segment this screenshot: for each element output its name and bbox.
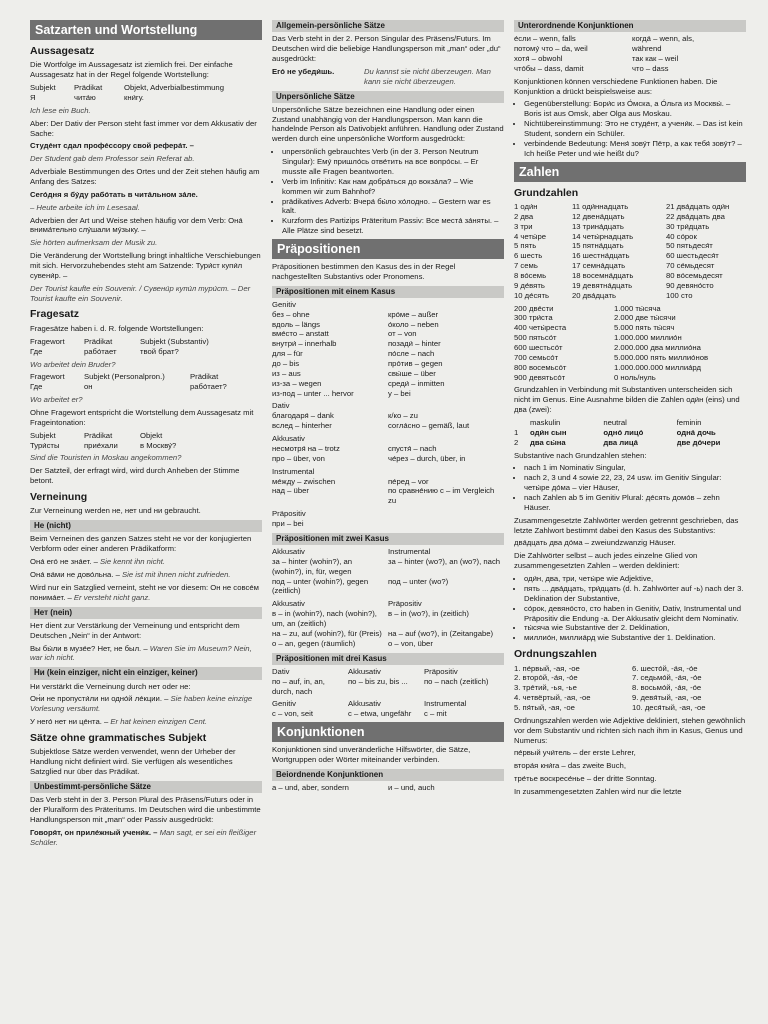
text-ohne-subjekt: Subjektlose Sätze werden verwendet, wenn der Urheber der Handlung nicht definiert wird. Sie verfügen als wesentliches Satzglied nur über das Prädikat. <box>30 747 236 777</box>
de: Waren Sie im Museum? Nein, war ich nicht. <box>30 643 252 663</box>
cell: что – dass <box>632 63 669 73</box>
cell: 15 пятна́дцать <box>572 241 624 251</box>
example: Der Tourist kaufte ein Souvenir. / Сувени́р купи́л тури́ст. – Der Tourist kaufte ein Souvenir. <box>30 283 251 303</box>
cell: 17 семна́дцать <box>572 261 626 271</box>
cell: ме́жду – zwischen <box>272 476 336 486</box>
cell: Я <box>30 93 36 103</box>
example: Sie hörten aufmerksam der Musik zu. <box>30 238 158 248</box>
heading-fragesatz: Fragesatz <box>30 308 80 321</box>
cell <box>514 418 526 428</box>
cell: про – über, von <box>272 453 325 463</box>
text-aussagesatz: Die Wortfolge im Aussagesatz ist ziemlich frei. Der einfache Aussagesatz hat in der Regel folgende Wortstellung: <box>30 60 233 80</box>
cell: вслед – hinterher <box>272 421 332 431</box>
cell: с – etwa, ungefähr <box>348 709 412 719</box>
cell: несмотря́ на – trotz <box>272 443 340 453</box>
cell: пе́ред – vor <box>388 476 429 486</box>
cell: 300 три́ста <box>514 313 553 323</box>
list-item: • nach 1 im Nominativ Singular, <box>524 463 746 473</box>
cell: чита́ю <box>74 93 96 103</box>
text-ohne-fragewort: Ohne Fragewort entspricht die Wortstellung dem Aussagesatz mit Frageintonation: <box>30 407 254 427</box>
cell: по – auf, in, an, durch, nach <box>272 676 325 696</box>
label-akkusativ: Akkusativ <box>272 434 305 444</box>
cell: рабо́тает <box>84 346 117 356</box>
list-item: • Nichtübereinstimmung: Это не студе́нт, а учени́к. – Das ist kein Student, sondern ein Schüler. <box>524 119 746 139</box>
cell: по – bis zu, bis ... <box>348 676 408 686</box>
cell: кни́гу. <box>124 93 144 103</box>
text-verneinung: Zur Verneinung werden не, нет und ни gebraucht. <box>30 506 201 516</box>
ru: Он́и не пропусти́ли ни одно́й ле́кции. – <box>30 694 169 704</box>
cell: während <box>632 44 662 54</box>
cell: 14 четы́рнадцать <box>572 231 634 241</box>
example: Sind die Touristen in Moskau angekommen? <box>30 453 182 463</box>
cell: позади́ – hinter <box>388 339 441 349</box>
cell: 100 сто <box>666 290 693 300</box>
list-item: • nach 2, 3 und 4 sowie 22, 23, 24 usw. im Genitiv Singular: четы́ре до́ма – vier Häuser, <box>524 473 746 493</box>
cell: 80 во́семьдесят <box>666 271 723 280</box>
russian-example <box>30 828 262 848</box>
cell: 900 девятьсо́т <box>514 372 566 382</box>
subheading-unterordnend: Unterordnende Konjunktionen <box>514 20 746 32</box>
text-ne: Beim Verneinen des ganzen Satzes steht не vor der konjugierten Verbform oder einer anderen Prädikatform: <box>30 534 252 554</box>
subheading-ein-kasus: Präpositionen mit einem Kasus <box>272 286 504 298</box>
cell: 400 четы́реста <box>514 323 567 333</box>
cell: на – auf (wo?), in (Zeitangabe) <box>388 628 494 638</box>
cell: согла́сно – gemäß, laut <box>388 421 470 431</box>
cell: 200 две́сти <box>514 303 554 313</box>
cell: 90 девяно́сто <box>666 280 714 290</box>
text-verbindung: Grundzahlen in Verbindung mit Substantiven unterscheiden sich nicht im Genus. Eine Ausnahme bilden die Zahlen оди́н (eins) und два (zwei): <box>514 385 740 415</box>
table-genitiv <box>272 310 504 399</box>
cell: под – unter (wo?) <box>388 576 449 586</box>
de: Er hat keinen einzigen Cent. <box>110 717 208 727</box>
section-title-zahlen: Zahlen <box>514 162 746 182</box>
table-drei-kasus-1 <box>272 667 504 697</box>
ru: Его́ не убеди́шь. <box>272 66 335 76</box>
column-2 <box>272 18 504 796</box>
cell: 7. седьмо́й, -а́я, -о́е <box>632 673 702 683</box>
cell: 6. шесто́й, -а́я, -о́е <box>632 663 698 673</box>
column-3 <box>514 18 746 800</box>
cell: что́бы – dass, damit <box>514 63 584 73</box>
example: Ich lese ein Buch. <box>30 105 91 115</box>
cell: прие́хали <box>84 440 118 450</box>
table-zwei-kasus-2 <box>272 599 504 648</box>
cell: оди́н сын <box>530 427 567 437</box>
heading-ohne-subjekt: Sätze ohne grammatisches Subjekt <box>30 731 207 744</box>
cell: че́рез – durch, über, in <box>388 453 466 463</box>
cell: 4 четы́ре <box>514 231 547 241</box>
cell: в – in (wohin?), nach (wohin?), um, an (zeitlich) <box>272 609 377 629</box>
list-substantive <box>514 463 746 512</box>
cell: из-под – unter ... hervor <box>272 388 354 398</box>
text-fragesatz: Fragesätze haben i. d. R. folgende Wortstellungen: <box>30 323 204 333</box>
cell: 19 девятна́дцать <box>572 280 633 290</box>
text-konjunktionen: Konjunktionen sind unveränderliche Hilfswörter, die Sätze, Wortgruppen oder Wörter miteinander verbinden. <box>272 745 471 765</box>
list-item: • со́рок, девяно́сто, сто haben in Genitiv, Dativ, Instrumental und Präpositiv die Endung -а. Der Akkusativ gleicht dem Nominativ. <box>524 604 746 624</box>
cell: по – nach (zeitlich) <box>424 676 489 686</box>
cell: о – an, gegen (räumlich) <box>272 638 356 648</box>
cell: о́коло – neben <box>388 319 439 329</box>
text-veraenderung: Die Veränderung der Wortstellung bringt inhaltliche Verschiebungen mit sich. Hervorzuhebendes steht am Satzende: Тури́ст купи́л сувени́р. – <box>30 251 261 280</box>
cell: спустя́ – nach <box>388 443 437 453</box>
label-dativ: Dativ <box>272 401 290 411</box>
cell: 22 два́дцать два <box>666 211 725 221</box>
cell: с – von, seit <box>272 709 314 719</box>
de: Sie haben keine einzige Vorlesung versäumt. <box>30 694 253 714</box>
table-zwei-kasus-1 <box>272 547 504 596</box>
cell: Где <box>30 382 43 392</box>
cell: Akkusativ <box>272 547 305 557</box>
cell: одна́ дочь <box>676 427 716 437</box>
cell: 12 двена́дцать <box>572 211 625 221</box>
text-dativ: Aber: Der Dativ der Person steht fast immer vor dem Akkusativ der Sache: <box>30 118 257 138</box>
cell: так как – weil <box>632 53 679 63</box>
de: Er versteht nicht ganz. <box>73 592 151 602</box>
cell: для – für <box>272 349 303 359</box>
cell: 8. восьмо́й, -а́я, -о́е <box>632 683 702 693</box>
cell: Instrumental <box>388 547 431 557</box>
example: Der Student gab dem Professor sein Referat ab. <box>30 154 195 164</box>
cell: за – hinter (wohin?), an (wohin?), in, für, wegen <box>272 556 353 576</box>
cell: 60 шестьдеся́т <box>666 251 719 261</box>
cell: когда́ – wenn, als, <box>632 34 695 44</box>
text-ni: Ни verstärkt die Verneinung durch нет oder не: <box>30 681 191 691</box>
cell: Akkusativ <box>272 599 305 609</box>
heading-ordnungszahlen: Ordnungszahlen <box>514 648 597 661</box>
ru: Вы бы́ли в музе́е? Нет, не был. – <box>30 643 148 653</box>
cell: о – von, über <box>388 638 433 648</box>
table-grundzahlen-gross <box>514 304 746 383</box>
cell: 5 пять <box>514 241 537 251</box>
de: Man sagt, er sei ein fleißiger Schüler. <box>30 827 257 847</box>
cell: 13 трина́дцать <box>572 221 624 231</box>
cell: два лица́ <box>603 437 638 447</box>
cell: Subjekt (Personalpron.) <box>84 372 165 382</box>
cell: 11 оди́ннадцать <box>572 201 629 211</box>
cell: 1 <box>514 427 519 437</box>
list-deklination <box>514 574 746 643</box>
list-item: • verbindende Bedeutung: Меня́ зову́т Пётр, а как тебя́ зову́т? – Ich heiße Peter und wie heißt du? <box>524 139 746 159</box>
cell: 500 пятьсо́т <box>514 333 557 343</box>
russian-example <box>30 694 262 714</box>
table-akkusativ <box>272 444 504 464</box>
text-zusammengesetzt: Zusammengesetzte Zahlwörter werden getrennt geschrieben, das letzte Zahlwort bestimmt dabei den Kasus des Substantivs: <box>514 515 739 535</box>
cell: Prädikat <box>190 372 219 382</box>
label-praepositiv: Präpositiv <box>272 509 306 519</box>
subheading-unbestimmt: Unbestimmt-persönliche Sätze <box>30 781 262 793</box>
cell: за – hinter (wo?), an (wo?), nach <box>388 556 501 566</box>
list-item: • пять ... два́дцать, три́дцать (d. h. Zahlwörter auf -ь) nach der 3. Deklination der Substantive, <box>524 584 746 604</box>
section-title-praepositionen: Präpositionen <box>272 239 504 259</box>
cell: 700 семьсо́т <box>514 352 559 362</box>
de: Du kannst sie nicht überzeugen. Man kann sie nicht überzeugen. <box>364 66 491 86</box>
cell: Subjekt <box>30 83 56 93</box>
cell: Dativ <box>272 666 290 676</box>
cell: 1.000.000 миллио́н <box>614 333 682 343</box>
cell: 600 шестьсо́т <box>514 343 563 353</box>
subheading-ni: Ни (kein einziger, nicht ein einziger, keiner) <box>30 667 262 679</box>
cell: Subjekt (Substantiv) <box>140 336 209 346</box>
example: Wo arbeitet er? <box>30 395 83 405</box>
cell: 9. девя́тый, -ая, -ое <box>632 693 702 703</box>
subheading-net: Нет (nein) <box>30 607 262 619</box>
text-substantive: Substantive nach Grundzahlen stehen: <box>514 450 647 460</box>
table-beiordnend <box>272 783 504 793</box>
cell: 5. пя́тый, -ая, -ое <box>514 702 575 712</box>
example: – Heute arbeite ich im Lesesaal. <box>30 202 140 212</box>
cell: Akkusativ <box>348 666 381 676</box>
cell: на – zu, auf (wohin?), für (Preis) <box>272 628 382 638</box>
cell: он <box>84 382 93 392</box>
label-genitiv: Genitiv <box>272 299 296 309</box>
cell: 6 шесть <box>514 251 543 261</box>
table-frage-2 <box>30 372 262 392</box>
cell: neutral <box>603 418 627 428</box>
cell: 10 де́сять <box>514 290 549 300</box>
table-drei-kasus-2 <box>272 699 504 719</box>
example-line: пе́рвый учи́тель – der erste Lehrer, <box>514 748 636 758</box>
ru: Wird nur ein Satzglied verneint, steht не vor diesem: Он не совсе́м понима́ет. – <box>30 582 259 602</box>
text-allgemein: Das Verb steht in der 2. Person Singular des Präsens/Futurs. Im Deutschen wird die beliebige Handlungsperson mit „man“ oder „du“ ausgedrückt: <box>272 34 501 63</box>
table-ordnungszahlen <box>514 664 746 713</box>
russian-example: два́дцать два до́ма – zweiundzwanzig Häuser. <box>514 538 676 548</box>
cell: вдоль – längs <box>272 319 321 329</box>
cell: Objekt, Adverbialbestimmung <box>124 83 224 93</box>
cell: от – von <box>388 329 417 339</box>
russian-example <box>30 570 262 580</box>
cell: в Москву́? <box>140 440 177 450</box>
cell: 70 се́мьдесят <box>666 261 715 271</box>
section-title-konjunktionen: Konjunktionen <box>272 722 504 742</box>
text-last: In zusammengesetzten Zahlen wird nur die letzte <box>514 786 682 796</box>
cell: до – bis <box>272 359 300 369</box>
russian-example <box>30 557 262 567</box>
example-allgemein <box>272 67 504 87</box>
cell: Genitiv <box>272 699 296 709</box>
column-1 <box>30 18 262 851</box>
cell: 20 два́дцать <box>572 290 616 300</box>
cell: под – unter (wohin?), gegen (zeitlich) <box>272 576 369 596</box>
russian-example: Сего́дня я бу́ду рабо́тать в чита́льном за́ле. <box>30 189 198 199</box>
cell: над – über <box>272 486 309 496</box>
label-instrumental: Instrumental <box>272 466 315 476</box>
ru: Говоря́т, он приле́жный учени́к. – <box>30 827 158 837</box>
cell: 1 оди́н <box>514 201 538 211</box>
cell: 5.000.000 пять миллио́нов <box>614 352 709 362</box>
cell: 50 пятьдеся́т <box>666 241 713 251</box>
cell: 1. пе́рвый, -ая, -ое <box>514 663 580 673</box>
cell: 3 три <box>514 221 533 231</box>
table-frage-3 <box>30 431 262 451</box>
table-genus <box>514 418 746 448</box>
text-praepositionen: Präpositionen bestimmen den Kasus des in der Regel nachgestellten Substantivs oder Pronomens. <box>272 261 456 281</box>
cell: внутри́ – innerhalb <box>272 339 337 349</box>
cell: без – ohne <box>272 309 310 319</box>
cell: Prädikat <box>74 83 103 93</box>
table-instrumental <box>272 477 504 507</box>
cell: е́сли – wenn, falls <box>514 34 576 44</box>
cell: твой брат? <box>140 346 179 356</box>
cell: 40 со́рок <box>666 231 697 241</box>
cell: 21 два́дцать оди́н <box>666 201 730 211</box>
cell: одно́ лицо́ <box>603 427 644 437</box>
cell: feminin <box>676 418 702 428</box>
subheading-zwei-kasus: Präpositionen mit zwei Kasus <box>272 533 504 545</box>
cell: 3. тре́тий, -ья, -ье <box>514 683 577 693</box>
cell: вме́сто – anstatt <box>272 329 329 339</box>
cell: Subjekt <box>30 430 56 440</box>
cell: свы́ше – über <box>388 368 436 378</box>
cell: у – bei <box>388 388 411 398</box>
cell: при – bei <box>272 518 304 528</box>
example: Wo arbeitet dein Bruder? <box>30 359 116 369</box>
russian-example <box>30 717 262 727</box>
cell: 8 во́семь <box>514 271 547 280</box>
cell: из-за – wegen <box>272 378 322 388</box>
cell: 2.000.000 два миллио́на <box>614 343 701 353</box>
text-dekliniert: Die Zahlwörter selbst – auch jedes einzelne Glied von zusammengesetzten Zahlen – werden dekliniert: <box>514 551 698 571</box>
cell: Fragewort <box>30 372 65 382</box>
text-funktionen: Konjunktionen können verschiedene Funktionen haben. Die Konjunktion а drückt beispielsweise aus: <box>514 76 718 96</box>
subheading-ne: Не (nicht) <box>30 520 262 532</box>
list-item: • unpersönlich gebrauchtes Verb (in der 3. Person Neutrum Singular): Ему́ пришло́сь отве́тить на все вопро́сы. – Er musste alle Fragen beantworten. <box>282 147 504 177</box>
russian-example <box>30 644 262 664</box>
cell: по́сле – nach <box>388 349 435 359</box>
ru: Она́ его́ не зна́ет. – <box>30 557 98 567</box>
cell: рабо́тает? <box>190 382 227 392</box>
cell: хотя́ – obwohl <box>514 53 563 63</box>
list-item: • оди́н, два, три, четы́ре wie Adjektive, <box>524 574 746 584</box>
cell: Akkusativ <box>348 699 381 709</box>
cell: Instrumental <box>424 699 467 709</box>
cell: потому́ что – da, weil <box>514 44 588 54</box>
cell: Präpositiv <box>388 599 422 609</box>
cell: благодаря́ – dank <box>272 411 334 421</box>
text-unbestimmt: Das Verb steht in der 3. Person Plural des Präsens/Futurs oder in der Pluralform des Präteritums. Im Deutschen wird die unbestimmte Handlungsperson mit „man“ oder Passiv ausgedrückt: <box>30 795 261 824</box>
cell: 4. четвёртый, -ая, -ое <box>514 693 591 703</box>
cell: Где <box>30 346 43 356</box>
cell: про́тив – gegen <box>388 359 443 369</box>
subheading-beiordnend: Beiordnende Konjunktionen <box>272 769 504 781</box>
cell: 2 <box>514 437 519 447</box>
cell: 1.000.000.000 миллиа́рд <box>614 362 702 372</box>
cell: 1.000 ты́сяча <box>614 303 661 313</box>
cell: среди́ – inmitten <box>388 378 445 388</box>
cell: Prädikat <box>84 336 113 346</box>
table-unterordnend <box>514 34 746 73</box>
cell: Тури́сты <box>30 440 60 450</box>
cell: 16 шестна́дцать <box>572 251 630 261</box>
list-unpersoenlich <box>272 147 504 236</box>
cell: maskulin <box>530 418 561 428</box>
heading-aussagesatz: Aussagesatz <box>30 45 95 57</box>
cell: 2. второ́й, -а́я, -о́е <box>514 673 578 683</box>
subheading-drei-kasus: Präpositionen mit drei Kasus <box>272 653 504 665</box>
cell: Prädikat <box>84 430 113 440</box>
de: Sie ist mit ihnen nicht zufrieden. <box>122 570 231 580</box>
text-ne-satzglied <box>30 583 262 603</box>
cell: две до́чери <box>676 437 721 447</box>
heading-verneinung: Verneinung <box>30 490 88 503</box>
cell: 5.000 пять ты́сяч <box>614 323 675 333</box>
table-wortstellung <box>30 83 262 103</box>
list-item: • Gegenüberstellung: Бори́с из О́мска, а О́льга из Москвы́. – Boris ist aus Omsk, aber Olga aus Moskau. <box>524 99 746 119</box>
example-line: тре́тье воскресе́нье – der dritte Sonntag. <box>514 774 657 784</box>
table-grundzahlen <box>514 202 746 301</box>
text-ordnungszahlen: Ordnungszahlen werden wie Adjektive dekliniert, stehen gewöhnlich vor dem Substantiv und richten sich nach ihm in Kasus, Genus und Numerus: <box>514 715 746 745</box>
list-item: • prädikatives Adverb: Вчера́ бы́ло хо́лодно. – Gestern war es kalt. <box>282 197 504 217</box>
cell: два сы́на <box>530 437 566 447</box>
de: Sie kennt ihn nicht. <box>100 557 166 567</box>
heading-grundzahlen: Grundzahlen <box>514 186 579 199</box>
cell: 0 ноль/нуль <box>614 372 656 382</box>
text-net: Нет dient zur Verstärkung der Verneinung und entspricht dem Deutschen „Nein“ in der Antwort: <box>30 620 240 640</box>
cell: Präpositiv <box>424 666 458 676</box>
cell: Objekt <box>140 430 163 440</box>
list-item: • миллио́н, миллиа́рд wie Substantive der 1. Deklination. <box>524 633 746 643</box>
text-satzteil: Der Satzteil, der erfragt wird, wird durch Anheben der Stimme betont. <box>30 466 240 486</box>
list-item: • ты́сяча wie Substantive der 2. Deklination, <box>524 623 746 633</box>
cell: 2 два <box>514 211 534 221</box>
list-item: • Kurzform des Partizips Präteritum Passiv: Все места́ за́няты. – Alle Plätze sind besetzt. <box>282 216 504 236</box>
cell: с – mit <box>424 709 447 719</box>
cell: а – und, aber, sondern <box>272 783 349 793</box>
cell: 30 три́дцать <box>666 221 710 231</box>
table-dativ <box>272 411 504 431</box>
cell: 18 восемна́дцать <box>572 271 634 280</box>
cell: кро́ме – außer <box>388 309 439 319</box>
example-line: втора́я кни́га – das zweite Buch, <box>514 761 626 771</box>
text-art: Adverbien der Art und Weise stehen häufig vor dem Verb: Она́ внима́тельно слу́шали му́зыку. – <box>30 215 243 235</box>
cell: 800 восемьсо́т <box>514 362 567 372</box>
cell: 10. деся́тый, -ая, -ое <box>632 702 706 712</box>
russian-example: Студе́нт сдал профе́ссору свой рефера́т. – <box>30 141 194 151</box>
ru: У него́ нет ни це́нта. – <box>30 717 109 727</box>
cell: Fragewort <box>30 336 65 346</box>
cell: 7 семь <box>514 261 538 271</box>
ru: Она́ ва́ми не дово́льна. – <box>30 570 120 580</box>
cell: по сравне́нию с – im Vergleich zu <box>388 486 495 506</box>
cell: в – in (wo?), in (zeitlich) <box>388 609 469 619</box>
cell: из – aus <box>272 368 301 378</box>
cell: и – und, auch <box>388 783 435 793</box>
text-adverb: Adverbiale Bestimmungen des Ortes und der Zeit stehen häufig am Anfang des Satzes: <box>30 167 260 187</box>
cell: 2.000 две ты́сячи <box>614 313 676 323</box>
text-unpersoenlich: Unpersönliche Sätze bezeichnen eine Handlung oder einen Zustand unabhängig von der Handlungsperson. Man kann die handelnde Person als Dativobjekt anführen. Handlung oder Zustand werden durch eine unpersönliche Wortform ausgedrückt: <box>272 104 504 144</box>
subheading-unpersoenlich: Unpersönliche Sätze <box>272 91 504 103</box>
list-item: • nach Zahlen ab 5 im Genitiv Plural: де́сять домо́в – zehn Häuser. <box>524 493 746 513</box>
cell: 9 де́вять <box>514 280 545 290</box>
subheading-allgemein: Allgemein-persönliche Sätze <box>272 20 504 32</box>
list-funktionen <box>514 99 746 158</box>
section-title-satzarten: Satzarten und Wortstellung <box>30 20 262 40</box>
cell: к/ко – zu <box>388 411 418 421</box>
list-item: • Verb im Infinitiv: Как нам добра́ться до вокза́ла? – Wie kommen wir zum Bahnhof? <box>282 177 504 197</box>
table-frage-1 <box>30 337 262 357</box>
